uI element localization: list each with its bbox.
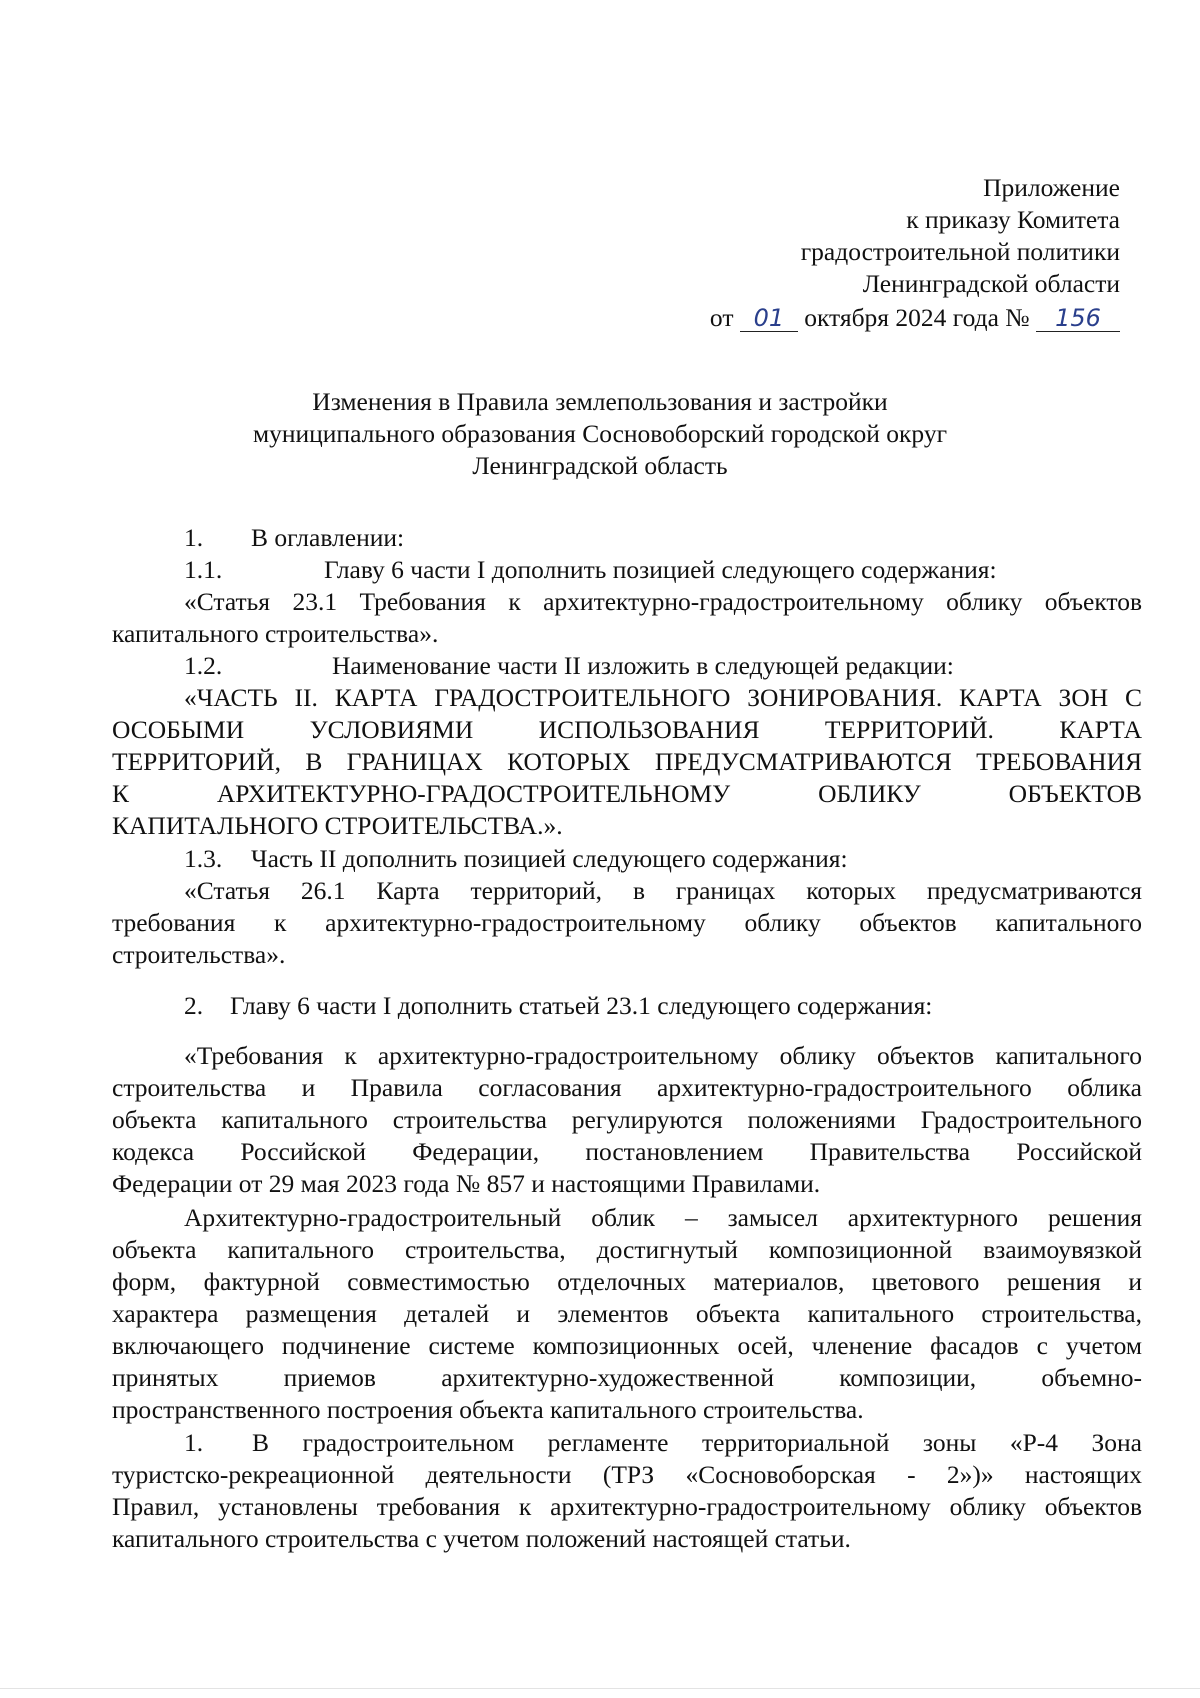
body-p1-line-4: кодекса Российской Федерации, постановлением Правительства Российской <box>112 1137 1142 1166</box>
item-1-1-number: 1.1. <box>184 555 223 584</box>
date-day-handwritten: 01 <box>740 305 798 332</box>
title-line-2: муниципального образования Сосновоборский городской округ <box>252 419 948 448</box>
header-committee: градостроительной политики <box>800 237 1120 266</box>
item-1-2-text: Наименование части II изложить в следующей редакции: <box>332 651 954 680</box>
item-1-number: 1. <box>184 523 204 552</box>
body-p1-line-2: строительства и Правила согласования архитектурно-градостроительного облика <box>112 1073 1142 1102</box>
date-prefix: от <box>709 303 734 332</box>
body-p3-line-2: туристско-рекреационной деятельности (ТРЗ «Сосновоборская - 2»)» настоящих <box>112 1460 1142 1489</box>
body-p1-line-3: объекта капитального строительства регулируются положениями Градостроительного <box>112 1105 1142 1134</box>
item-1-3-quote-line-1: «Статья 26.1 Карта территорий, в границах которых предусматриваются <box>184 876 1142 905</box>
body-p3-line-4: капитального строительства с учетом положений настоящей статьи. <box>112 1524 851 1553</box>
body-p2-line-1: Архитектурно-градостроительный облик – замысел архитектурного решения <box>184 1203 1142 1232</box>
item-1-3-number: 1.3. <box>184 844 223 873</box>
body-p1-line-1: «Требования к архитектурно-градостроительному облику объектов капитального <box>184 1041 1142 1070</box>
body-p3-number: 1. <box>184 1428 204 1457</box>
item-1-1-text: Главу 6 части I дополнить позицией следующего содержания: <box>324 555 997 584</box>
page-bottom-divider <box>0 1688 1200 1689</box>
item-1-2-quote-line-3: ТЕРРИТОРИЙ, В ГРАНИЦАХ КОТОРЫХ ПРЕДУСМАТРИВАЮТСЯ ТРЕБОВАНИЯ <box>112 747 1142 776</box>
item-1-1-quote-line-2: капитального строительства». <box>112 619 439 648</box>
body-p2-line-4: характера размещения деталей и элементов объекта капитального строительства, <box>112 1299 1142 1328</box>
item-1-3-quote-line-2: требования к архитектурно-градостроительному облику объектов капитального <box>112 908 1142 937</box>
item-1-3-quote-line-3: строительства». <box>112 940 286 969</box>
item-1-3-text: Часть II дополнить позицией следующего содержания: <box>251 844 848 873</box>
header-region: Ленинградской области <box>862 269 1120 298</box>
date-middle: октября 2024 года № <box>804 303 1030 332</box>
body-p2-line-3: форм, фактурной совместимостью отделочных материалов, цветового решения и <box>112 1267 1142 1296</box>
body-p2-line-7: пространственного построения объекта капитального строительства. <box>112 1395 864 1424</box>
body-p2-line-6: принятых приемов архитектурно-художественной композиции, объемно- <box>112 1363 1142 1392</box>
body-p3-line-1: В градостроительном регламенте территориальной зоны «Р-4 Зона <box>252 1428 1142 1457</box>
header-appendix-label: Приложение <box>983 173 1120 202</box>
body-p2-line-5: включающего подчинение системе композиционных осей, членение фасадов с учетом <box>112 1331 1142 1360</box>
item-1-2-quote-line-5: КАПИТАЛЬНОГО СТРОИТЕЛЬСТВА.». <box>112 811 563 840</box>
body-p2-line-2: объекта капитального строительства, достигнутый композиционной взаимоувязкой <box>112 1235 1142 1264</box>
item-1-1-quote-line-1: «Статья 23.1 Требования к архитектурно-градостроительному облику объектов <box>184 587 1142 616</box>
header-order-ref: к приказу Комитета <box>906 205 1120 234</box>
order-number-handwritten: 156 <box>1036 305 1120 332</box>
body-p1-line-5: Федерации от 29 мая 2023 года № 857 и настоящими Правилами. <box>112 1169 821 1198</box>
item-1-2-number: 1.2. <box>184 651 223 680</box>
body-p3-line-3: Правил, установлены требования к архитектурно-градостроительному облику объектов <box>112 1492 1142 1521</box>
item-1-2-quote-line-4: К АРХИТЕКТУРНО-ГРАДОСТРОИТЕЛЬНОМУ ОБЛИКУ ОБЪЕКТОВ <box>112 779 1142 808</box>
item-1-text: В оглавлении: <box>251 523 405 552</box>
title-line-3: Ленинградской область <box>472 451 728 480</box>
item-2-text: Главу 6 части I дополнить статьей 23.1 следующего содержания: <box>230 991 933 1020</box>
header-date-line <box>710 302 1120 335</box>
item-1-2-quote-line-2: ОСОБЫМИ УСЛОВИЯМИ ИСПОЛЬЗОВАНИЯ ТЕРРИТОРИЙ. КАРТА <box>112 715 1142 744</box>
item-2-number: 2. <box>184 991 204 1020</box>
title-line-1: Изменения в Правила землепользования и застройки <box>312 387 888 416</box>
item-1-2-quote-line-1: «ЧАСТЬ II. КАРТА ГРАДОСТРОИТЕЛЬНОГО ЗОНИРОВАНИЯ. КАРТА ЗОН С <box>184 683 1142 712</box>
